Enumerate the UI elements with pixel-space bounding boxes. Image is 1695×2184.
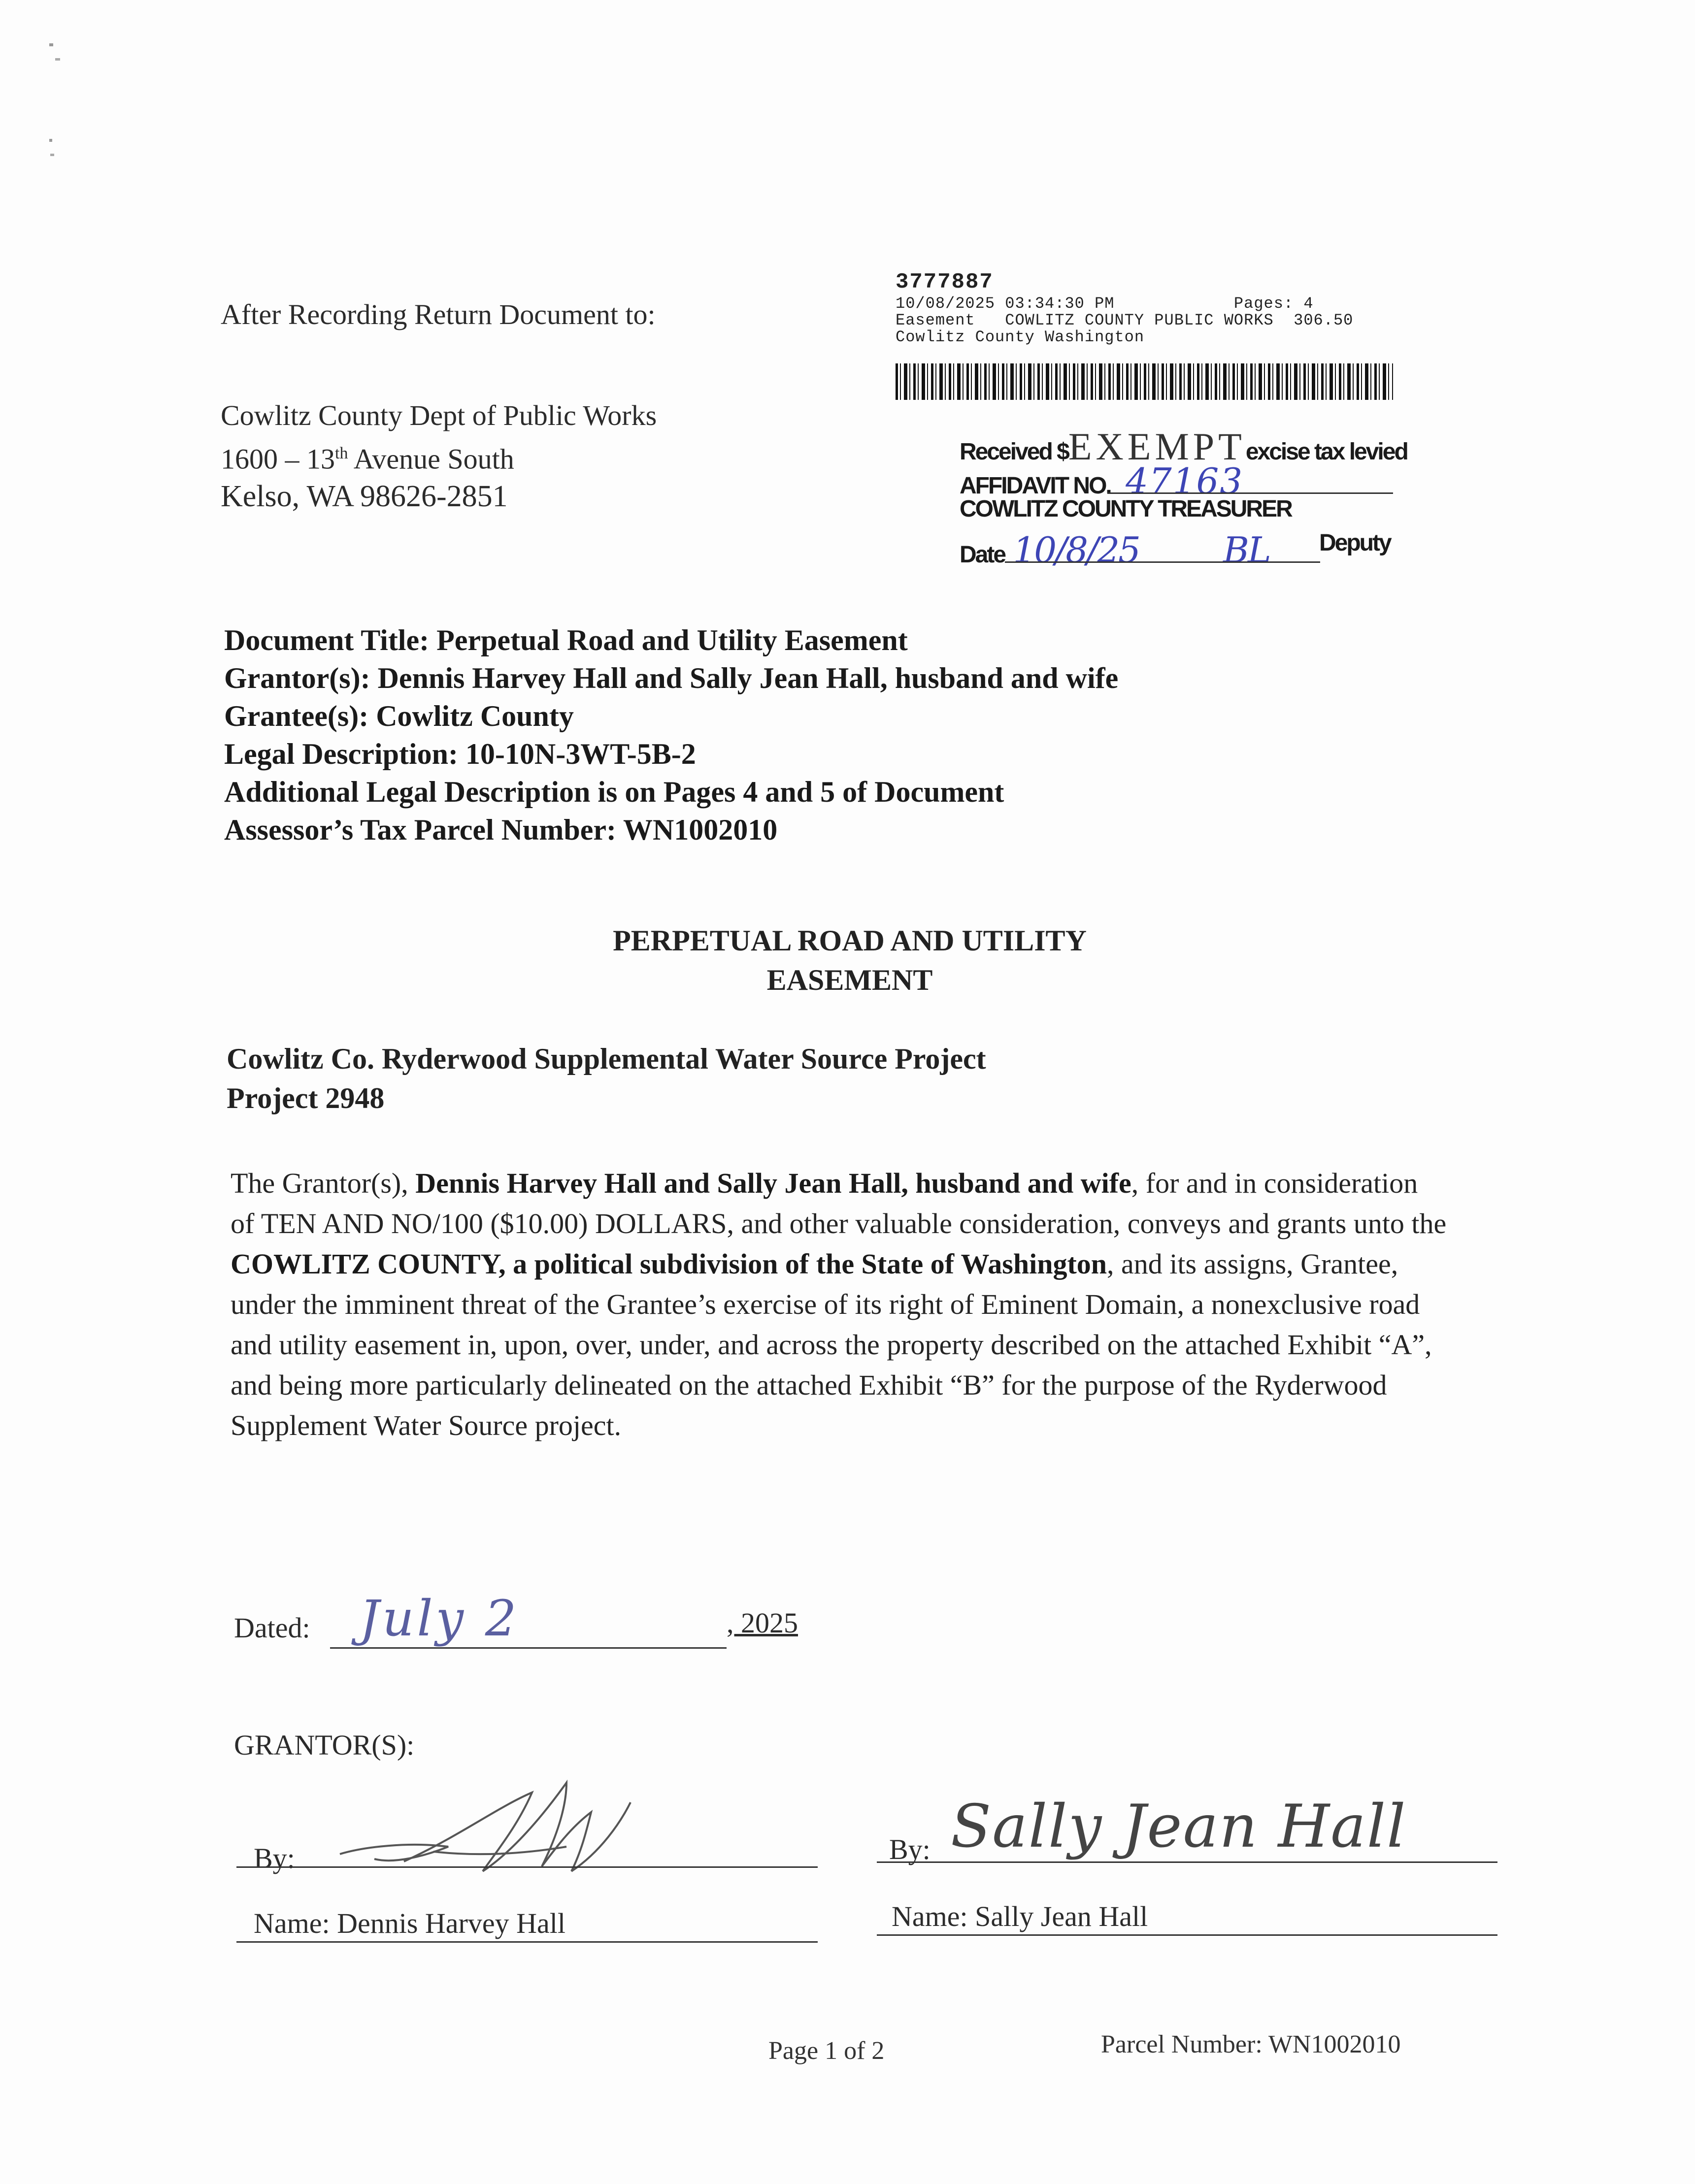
grant-paragraph: The Grantor(s), Dennis Harvey Hall and Sally Jean Hall, husband and wife, for and in consideration of TEN AND NO/100 ($10.00) DOLLARS, and other valuable consideration, conveys and grants unto the COWLITZ COUNTY, a political subdivision of the State of Washington, and its assigns, Grantee, under the imminent threat of the Grantee’s exercise of its right of Eminent Domain, a nonexclusive road and utility easement in, upon, over, under, and across the property described on the attached Exhibit “A”, and being more particularly delineated on the attached Exhibit “B” for the purpose of the Ryderwood Supplement Water Source project. [231, 1167, 1447, 1441]
stamp-affidavit: AFFIDAVIT NO. 47163 [960, 460, 1244, 502]
date-underline [1005, 561, 1320, 563]
by-label-1: By: [254, 1842, 295, 1874]
document-title-line: Document Title: Perpetual Road and Utility Easement [224, 624, 908, 656]
signature-line-2 [877, 1861, 1497, 1863]
stamp-deputy: Deputy [1319, 530, 1391, 556]
barcode [896, 363, 1393, 400]
return-address-line1: Cowlitz County Dept of Public Works [221, 399, 657, 431]
name-line-1 [236, 1941, 818, 1943]
return-address-line3: Kelso, WA 98626-2851 [221, 480, 508, 514]
recording-line3: Cowlitz County Washington [896, 328, 1145, 346]
stamp-date: Date 10/8/25 BL Deputy [960, 529, 1391, 571]
tax-parcel-line: Assessor’s Tax Parcel Number: WN1002010 [224, 814, 778, 846]
dated-underline [330, 1647, 727, 1649]
scan-mark [55, 58, 60, 61]
stamp-treasurer: COWLITZ COUNTY TREASURER [960, 496, 1292, 522]
project-block [227, 1039, 986, 1118]
return-address-line2: 1600 – 13th Avenue South [221, 443, 514, 475]
signature-dennis [335, 1773, 640, 1886]
project-name: Cowlitz Co. Ryderwood Supplemental Water Source Project [227, 1043, 986, 1075]
by-label-2: By: [889, 1833, 931, 1865]
name-sally: Name: Sally Jean Hall [892, 1900, 1148, 1932]
affidavit-underline [1107, 492, 1393, 494]
stamp-date-value: 10/8/25 [1013, 529, 1139, 571]
recording-line1: 10/08/2025 03:34:30 PM Pages: 4 [896, 294, 1314, 313]
page-number: Page 1 of 2 [768, 2037, 885, 2065]
stamp-initials: BL [1223, 529, 1270, 571]
return-address [221, 396, 657, 516]
scan-mark [50, 154, 54, 156]
grantors-line: Grantor(s): Dennis Harvey Hall and Sally Jean Hall, husband and wife [224, 662, 1119, 694]
scan-mark [49, 43, 53, 46]
document-meta [224, 621, 1118, 849]
scan-mark [49, 139, 52, 142]
legal-description-line: Legal Description: 10-10N-3WT-5B-2 [224, 738, 696, 770]
signature-sally: Sally Jean Hall [951, 1793, 1407, 1861]
recording-line2: Easement COWLITZ COUNTY PUBLIC WORKS 306.50 [896, 311, 1354, 329]
project-number: Project 2948 [227, 1082, 385, 1114]
dated-year: , 2025 [727, 1607, 798, 1639]
grantors-label: GRANTOR(S): [234, 1729, 415, 1761]
name-dennis: Name: Dennis Harvey Hall [254, 1907, 565, 1939]
affidavit-number: 47163 [1126, 460, 1244, 502]
grantee-line: Grantee(s): Cowlitz County [224, 700, 574, 732]
signature-line-1 [236, 1866, 818, 1868]
easement-title: PERPETUAL ROAD AND UTILITY EASEMENT [613, 924, 1087, 996]
dated-handwritten: July 2 [360, 1590, 520, 1647]
recording-number: 3777887 [896, 270, 994, 294]
stamp-received: Received $EXEMPTexcise tax levied [960, 425, 1407, 468]
exempt-stamp: EXEMPT [1068, 425, 1246, 468]
return-heading: After Recording Return Document to: [221, 298, 656, 330]
dated-label: Dated: [234, 1612, 310, 1644]
footer-parcel-number: Parcel Number: WN1002010 [1101, 2030, 1401, 2058]
name-line-2 [877, 1934, 1497, 1936]
additional-legal-line: Additional Legal Description is on Pages 4 and 5 of Document [224, 776, 1004, 808]
